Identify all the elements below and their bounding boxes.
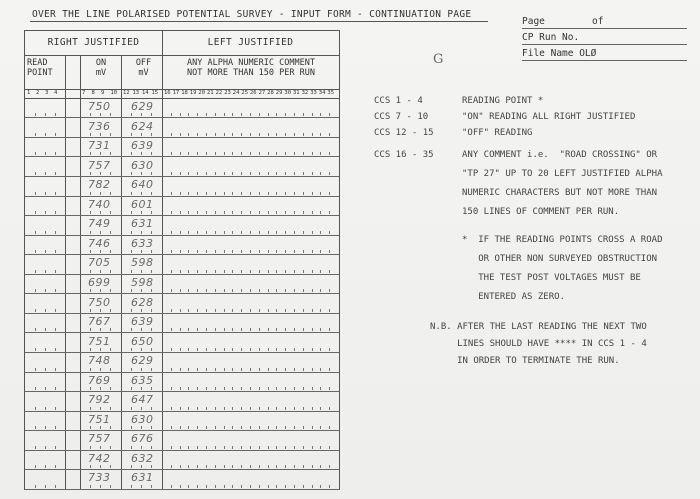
table-row bbox=[25, 391, 339, 411]
off-reading: 676 bbox=[131, 432, 154, 446]
column-number: 14 bbox=[142, 90, 149, 96]
column-number: 31 bbox=[293, 90, 300, 96]
character-ticks bbox=[25, 270, 339, 273]
off-reading: 598 bbox=[131, 256, 154, 270]
table-row bbox=[25, 118, 339, 138]
table-row bbox=[25, 254, 339, 274]
character-ticks bbox=[25, 250, 339, 253]
character-ticks bbox=[25, 113, 339, 116]
on-reading: 769 bbox=[88, 373, 111, 387]
column-number: 22 bbox=[215, 90, 223, 96]
off-heading bbox=[125, 58, 162, 78]
off-reading: 635 bbox=[131, 373, 154, 387]
off-reading: 650 bbox=[131, 334, 154, 348]
column-number: 35 bbox=[327, 90, 335, 96]
page-info-block bbox=[522, 16, 687, 64]
on-reading: 748 bbox=[88, 354, 111, 368]
column-number: 4 bbox=[54, 90, 58, 96]
column-number: 3 bbox=[45, 90, 49, 96]
off-reading: 640 bbox=[131, 178, 154, 192]
column-number: 2 bbox=[36, 90, 40, 96]
character-ticks bbox=[25, 446, 339, 449]
table-row bbox=[25, 274, 339, 294]
character-ticks bbox=[25, 387, 339, 390]
on-reading: 750 bbox=[88, 295, 111, 309]
column-number: 18 bbox=[181, 90, 188, 96]
on-reading: 740 bbox=[88, 197, 111, 211]
on-reading: 699 bbox=[88, 275, 111, 289]
table-row bbox=[25, 176, 339, 196]
column-number: 28 bbox=[267, 90, 274, 96]
instruction-code: CCS 1 - 4 bbox=[374, 96, 423, 106]
column-number: 34 bbox=[318, 90, 326, 96]
on-reading: 705 bbox=[88, 256, 111, 270]
on-reading: 746 bbox=[88, 236, 111, 250]
form-title: OVER THE LINE POLARISED POTENTIAL SURVEY - INPUT FORM - CONTINUATION PAGE bbox=[32, 9, 472, 20]
off-reading: 628 bbox=[131, 295, 154, 309]
title-underline bbox=[30, 21, 488, 22]
table-row bbox=[25, 333, 339, 353]
comment-heading bbox=[165, 58, 337, 78]
on-reading: 767 bbox=[88, 315, 111, 329]
right-justified-heading: RIGHT JUSTIFIED bbox=[25, 31, 163, 55]
left-justified-heading: LEFT JUSTIFIED bbox=[207, 37, 294, 48]
off-reading: 647 bbox=[131, 393, 154, 407]
instruction-line: "TP 27" UP TO 20 LEFT JUSTIFIED ALPHA bbox=[462, 169, 663, 179]
character-ticks bbox=[25, 172, 339, 175]
input-form-table bbox=[24, 30, 340, 490]
character-ticks bbox=[25, 426, 339, 429]
table-row bbox=[25, 372, 339, 392]
column-number: 21 bbox=[207, 90, 214, 96]
off-reading: 639 bbox=[131, 139, 154, 153]
character-ticks bbox=[25, 231, 339, 234]
table-row bbox=[25, 215, 339, 235]
off-reading: 629 bbox=[131, 354, 154, 368]
table-row bbox=[25, 313, 339, 333]
read-point-heading-line2: POINT bbox=[27, 68, 53, 78]
on-reading: 750 bbox=[88, 100, 111, 113]
column-number: 13 bbox=[132, 90, 140, 96]
table-row bbox=[25, 137, 339, 157]
cp-run-label: CP Run No. bbox=[522, 32, 580, 43]
on-reading: 757 bbox=[88, 432, 111, 446]
character-ticks bbox=[25, 348, 339, 351]
column-number: 20 bbox=[198, 90, 206, 96]
file-name-label: File Name OLØ bbox=[522, 48, 597, 59]
column-number: 1 bbox=[27, 90, 31, 96]
instruction-text: "OFF" READING bbox=[462, 128, 533, 138]
instruction-line: * IF THE READING POINTS CROSS A ROAD bbox=[462, 235, 663, 245]
instruction-line: THE TEST POST VOLTAGES MUST BE bbox=[462, 273, 641, 283]
table-row bbox=[25, 430, 339, 450]
off-heading-line2: mV bbox=[138, 68, 149, 78]
on-reading: 742 bbox=[88, 451, 111, 465]
file-name-line bbox=[522, 60, 687, 61]
column-headings bbox=[25, 55, 339, 90]
off-reading: 630 bbox=[131, 158, 154, 172]
on-reading: 782 bbox=[88, 178, 111, 192]
table-row bbox=[25, 235, 339, 255]
table-row bbox=[25, 157, 339, 177]
off-reading: 624 bbox=[131, 119, 154, 133]
instruction-line: 150 LINES OF COMMENT PER RUN. bbox=[462, 207, 620, 217]
character-ticks bbox=[25, 368, 339, 371]
table-row bbox=[25, 450, 339, 470]
character-ticks bbox=[25, 407, 339, 410]
on-reading: 757 bbox=[88, 158, 111, 172]
on-reading: 751 bbox=[88, 334, 111, 348]
comment-ccs-code: CCS 16 - 35 bbox=[374, 150, 434, 160]
instruction-line: NUMERIC CHARACTERS BUT NOT MORE THAN bbox=[462, 188, 658, 198]
instruction-line: LINES SHOULD HAVE **** IN CCS 1 - 4 bbox=[430, 339, 647, 349]
column-number: 8 bbox=[91, 90, 95, 96]
character-ticks bbox=[25, 133, 339, 136]
on-reading: 749 bbox=[88, 217, 111, 231]
instruction-code: CCS 7 - 10 bbox=[374, 112, 429, 122]
character-ticks bbox=[25, 485, 339, 488]
off-reading: 639 bbox=[131, 315, 154, 329]
on-heading-line2: mV bbox=[95, 68, 107, 78]
character-ticks bbox=[25, 211, 339, 214]
table-row bbox=[25, 411, 339, 431]
instruction-line: ANY COMMENT i.e. "ROAD CROSSING" OR bbox=[462, 150, 658, 160]
on-heading bbox=[83, 58, 119, 78]
on-reading: 731 bbox=[88, 139, 111, 153]
instruction-text: READING POINT * bbox=[462, 96, 544, 106]
instruction-code: CCS 12 - 15 bbox=[374, 128, 434, 138]
column-number: 7 bbox=[82, 90, 86, 96]
character-ticks bbox=[25, 328, 339, 331]
character-ticks bbox=[25, 309, 339, 312]
instruction-line: N.B. AFTER THE LAST READING THE NEXT TWO bbox=[430, 322, 647, 332]
instruction-line: OR OTHER NON SURVEYED OBSTRUCTION bbox=[462, 254, 658, 264]
off-reading: 631 bbox=[131, 217, 154, 231]
comment-heading-line2: NOT MORE THAN 150 PER RUN bbox=[187, 68, 315, 78]
instruction-text: "ON" READING ALL RIGHT JUSTIFIED bbox=[462, 112, 636, 122]
on-reading: 792 bbox=[88, 393, 111, 407]
column-number: 12 bbox=[123, 90, 130, 96]
off-reading: 632 bbox=[131, 451, 154, 465]
page-label: Page bbox=[522, 16, 545, 27]
handwritten-mark: G bbox=[433, 52, 444, 67]
page-number-field bbox=[522, 16, 687, 32]
comment-instruction-text bbox=[462, 146, 662, 222]
instruction-line: ENTERED AS ZERO. bbox=[462, 292, 565, 302]
on-reading: 736 bbox=[88, 119, 111, 133]
off-reading: 631 bbox=[131, 471, 154, 485]
character-ticks bbox=[25, 289, 339, 292]
column-number: 27 bbox=[258, 90, 266, 96]
column-number: 32 bbox=[301, 90, 309, 96]
character-ticks bbox=[25, 465, 339, 468]
on-reading: 751 bbox=[88, 412, 111, 426]
column-number: 29 bbox=[275, 90, 283, 96]
column-number: 17 bbox=[172, 90, 180, 96]
read-point-heading-line1: READ bbox=[27, 58, 48, 68]
cp-run-line bbox=[522, 44, 687, 45]
nb-termination-note bbox=[430, 319, 647, 370]
off-reading: 629 bbox=[131, 100, 154, 113]
character-ticks bbox=[25, 192, 339, 195]
column-number: 23 bbox=[224, 90, 231, 96]
column-number: 19 bbox=[189, 90, 197, 96]
table-row bbox=[25, 98, 339, 118]
of-label: of bbox=[592, 16, 604, 27]
column-number: 25 bbox=[241, 90, 249, 96]
on-heading-line1: ON bbox=[95, 58, 107, 68]
off-reading: 630 bbox=[131, 412, 154, 426]
on-reading: 733 bbox=[88, 471, 111, 485]
read-point-heading bbox=[27, 58, 61, 78]
off-reading: 601 bbox=[131, 197, 154, 211]
table-row bbox=[25, 294, 339, 314]
column-number: 10 bbox=[110, 90, 118, 96]
column-number: 9 bbox=[101, 90, 105, 96]
cp-run-field bbox=[522, 32, 687, 48]
file-name-field bbox=[522, 48, 687, 64]
character-ticks bbox=[25, 152, 339, 155]
justification-header bbox=[25, 31, 339, 56]
instruction-line: IN ORDER TO TERMINATE THE RUN. bbox=[430, 356, 620, 366]
road-crossing-note bbox=[462, 231, 662, 307]
column-number: 30 bbox=[284, 90, 292, 96]
comment-heading-line1: ANY ALPHA NUMERIC COMMENT bbox=[187, 58, 315, 68]
page-number-line bbox=[522, 28, 687, 29]
table-row bbox=[25, 469, 339, 489]
off-reading: 598 bbox=[131, 275, 154, 289]
column-number: 16 bbox=[164, 90, 171, 96]
table-row bbox=[25, 196, 339, 216]
off-reading: 633 bbox=[131, 236, 154, 250]
column-number: 24 bbox=[232, 90, 240, 96]
column-number: 33 bbox=[310, 90, 317, 96]
table-row bbox=[25, 352, 339, 372]
column-number: 26 bbox=[250, 90, 257, 96]
off-heading-line1: OFF bbox=[135, 58, 152, 68]
column-number: 15 bbox=[151, 90, 159, 96]
